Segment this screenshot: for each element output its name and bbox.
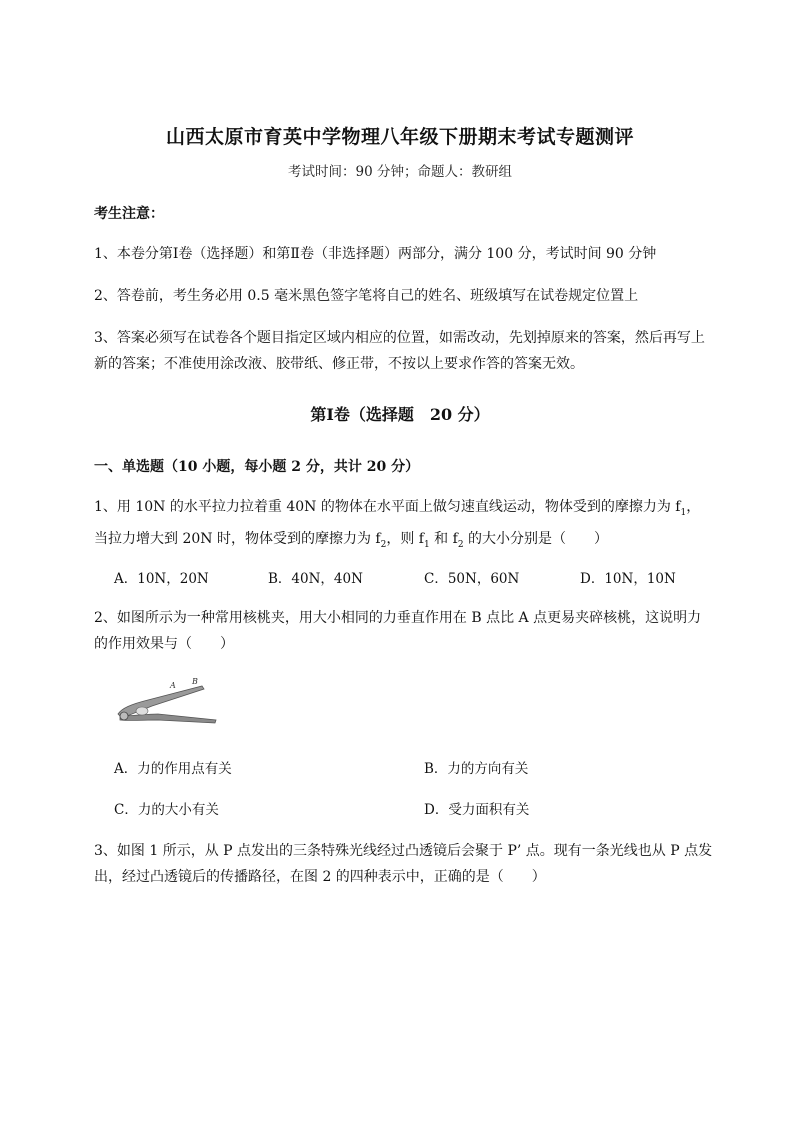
q2-option-d: D．受力面积有关 bbox=[424, 802, 530, 818]
section-title: 第Ⅰ卷（选择题 20 分） bbox=[310, 405, 490, 424]
nutcracker-figure bbox=[112, 676, 222, 726]
question-text: ，则 f bbox=[386, 530, 424, 547]
q2-option-b: B．力的方向有关 bbox=[424, 761, 529, 777]
notice-item: 2、答卷前，考生务必用 0.5 毫米黑色签字笔将自己的姓名、班级填写在试卷规定位置上 bbox=[94, 288, 639, 304]
exam-info: 考试时间：90 分钟；命题人：教研组 bbox=[288, 164, 512, 180]
notice-item: 1、本卷分第Ⅰ卷（选择题）和第Ⅱ卷（非选择题）两部分，满分 100 分，考试时间 90 分钟 bbox=[94, 246, 657, 262]
q2-option-c: C．力的大小有关 bbox=[114, 802, 219, 818]
nutcracker-icon bbox=[112, 676, 222, 726]
question-1 bbox=[94, 494, 714, 558]
subscript: 2 bbox=[380, 539, 387, 550]
question-2: 2、如图所示为一种常用核桃夹，用大小相同的力垂直作用在 B 点比 A 点更易夹碎核桃，这说明力的作用效果与（ ） bbox=[94, 610, 702, 652]
q1-option-d: D．10N，10N bbox=[580, 571, 676, 587]
q1-option-c: C．50N，60N bbox=[424, 571, 520, 587]
question-text: ，当拉力增大到 20N 时，物体受到的摩擦力为 f bbox=[94, 499, 701, 547]
subscript: 1 bbox=[680, 507, 687, 518]
question-text: 和 f bbox=[429, 530, 458, 547]
subscript: 1 bbox=[423, 539, 430, 550]
notice-item: 3、答案必须写在试卷各个题目指定区域内相应的位置，如需改动，先划掉原来的答案，然后再写上新的答案；不准使用涂改液、胶带纸、修正带，不按以上要求作答的答案无效。 bbox=[94, 330, 705, 372]
figure-label-a: A bbox=[170, 681, 176, 690]
q2-option-a: A．力的作用点有关 bbox=[114, 761, 232, 777]
notice-heading: 考生注意： bbox=[94, 206, 164, 222]
question-text: 的大小分别是（ ） bbox=[463, 530, 608, 547]
q1-option-a: A．10N，20N bbox=[114, 571, 209, 587]
subscript: 2 bbox=[457, 539, 464, 550]
q1-option-b: B．40N，40N bbox=[268, 571, 363, 587]
question-text: 1、用 10N 的水平拉力拉着重 40N 的物体在水平面上做匀速直线运动，物体受到的摩擦力为 f bbox=[94, 499, 681, 515]
part-heading: 一、单选题（10 小题，每小题 2 分，共计 20 分） bbox=[94, 459, 420, 475]
figure-label-b: B bbox=[192, 677, 198, 686]
page-title: 山西太原市育英中学物理八年级下册期末考试专题测评 bbox=[165, 126, 634, 148]
question-3: 3、如图 1 所示，从 P 点发出的三条特殊光线经过凸透镜后会聚于 P’ 点。现有一条光线也从 P 点发出，经过凸透镜后的传播路径，在图 2 的四种表示中，正确的是（ ） bbox=[94, 843, 713, 885]
